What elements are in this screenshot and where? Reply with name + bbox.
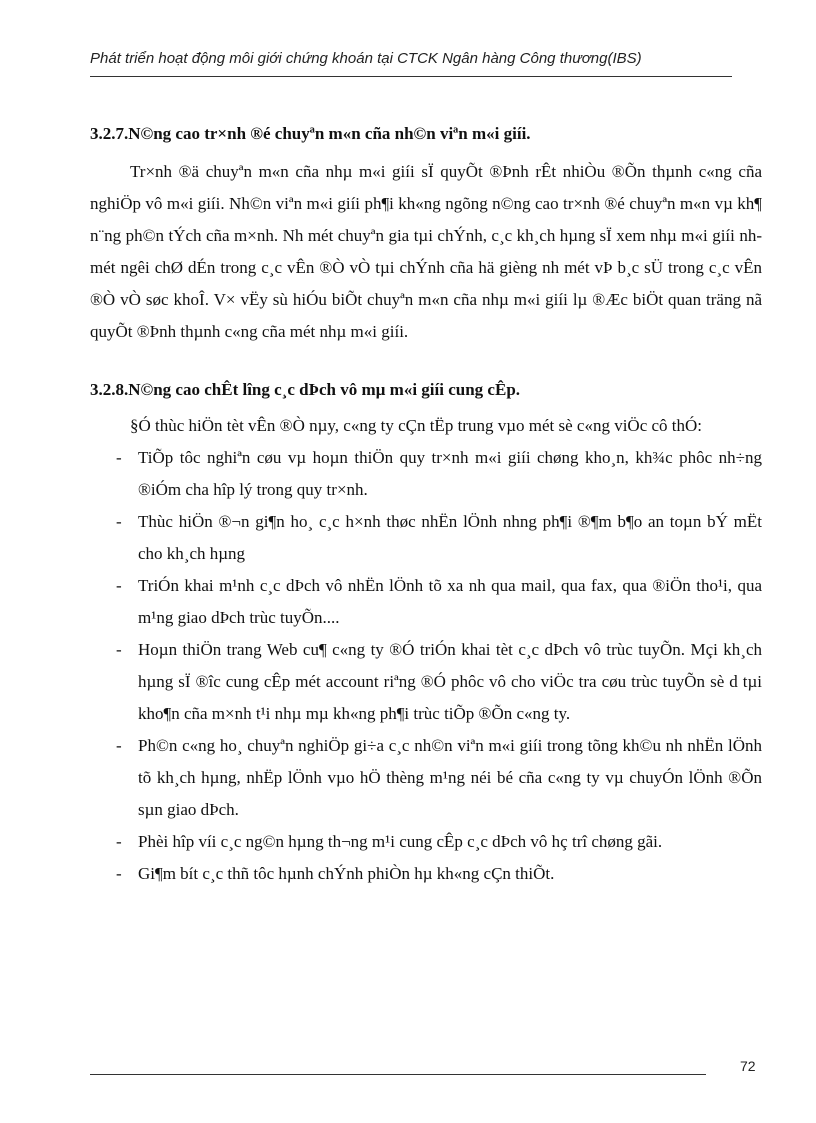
list-item-text: Phèi hîp víi c¸c ng©n hµng th¬ng m¹i cung cÊp c¸c dÞch vô hç trî chøng gãi.	[138, 832, 663, 851]
list-item	[90, 730, 762, 826]
list-item	[90, 570, 762, 634]
bullet-dash: -	[116, 864, 122, 883]
list-item-text: Hoµn thiÖn trang Web cu¶ c«ng ty ®Ó triÓn khai tèt c¸c dÞch vô trùc tuyÕn. Mçi kh¸ch hµng sÏ ®îc cung cÊp mét account riªng ®Ó phôc vô cho viÖc tra cøu trùc tuyÕn sè d tµi kho¶n cña m×nh t¹i nhµ mµ kh«ng ph¶i trùc tiÕp ®Õn c«ng ty.	[138, 640, 762, 723]
bullet-dash: -	[116, 832, 122, 851]
section-paragraph: Tr×nh ®ä chuyªn m«n cña nhµ m«i giíi sÏ quyÕt ®Þnh rÊt nhiÒu ®Õn thµnh c«ng cña nghiÖp vô m«i giíi. Nh©n viªn m«i giíi ph¶i kh«ng ngõng n©ng cao tr×nh ®é chuyªn m«n vµ kh¶ n¨ng ph©n tÝch cña m×nh. Nh mét chuyªn gia tµi chÝnh, c¸c kh¸ch hµng sÏ xem nhµ m«i giíi nh mét ngêi chØ dÉn trong c¸c vÊn ®Ò vÒ tµi chÝnh cña hä gièng nh mét vÞ b¸c sÜ trong c¸c vÊn ®Ò vÒ søc khoÎ. V× vËy sù hiÓu biÕt chuyªn m«n cña nhµ m«i giíi lµ ®Æc biÖt quan träng nã quyÕt ®Þnh thµnh c«ng cña mét nhµ m«i giíi.	[90, 162, 762, 341]
bullet-dash: -	[116, 640, 122, 659]
list-item-text: TiÕp tôc nghiªn cøu vµ hoµn thiÖn quy tr×nh m«i giíi chøng kho¸n, kh¾c phôc nh÷ng ®iÓm cha hîp lý trong quy tr×nh.	[138, 448, 762, 499]
bullet-dash: -	[116, 576, 122, 595]
footer-divider	[90, 1074, 706, 1075]
list-item	[90, 858, 762, 890]
bullet-dash: -	[116, 512, 122, 531]
section-heading-3-2-8: 3.2.8.N©ng cao chÊt lîng c¸c dÞch vô mµ m«i giíi cung cÊp.	[90, 380, 521, 399]
header-divider	[90, 76, 732, 77]
list-item-text: Gi¶m bít c¸c thñ tôc hµnh chÝnh phiÒn hµ kh«ng cÇn thiÕt.	[138, 864, 555, 883]
running-header: Phát triển hoạt động môi giới chứng khoán tại CTCK Ngân hàng Công thương(IBS)	[90, 50, 642, 67]
bullet-dash: -	[116, 448, 122, 467]
page-body	[90, 122, 762, 890]
bullet-dash: -	[116, 736, 122, 755]
list-item	[90, 826, 762, 858]
section-intro: §Ó thùc hiÖn tèt vÊn ®Ò nµy, c«ng ty cÇn tËp trung vµo mét sè c«ng viÖc cô thÓ:	[130, 416, 703, 435]
bullet-list	[90, 442, 762, 890]
list-item	[90, 634, 762, 730]
list-item-text: Ph©n c«ng ho¸ chuyªn nghiÖp gi÷a c¸c nh©n viªn m«i giíi trong tõng kh©u nh nhËn lÖnh tõ kh¸ch hµng, nhËp lÖnh vµo hÖ thèng m¹ng néi bé cña c«ng ty vµ chuyÓn lÖnh ®Õn sµn giao dÞch.	[138, 736, 762, 819]
list-item	[90, 442, 762, 506]
list-item	[90, 506, 762, 570]
page-number: 72	[740, 1058, 756, 1074]
list-item-text: Thùc hiÖn ®¬n gi¶n ho¸ c¸c h×nh thøc nhËn lÖnh nhng ph¶i ®¶m b¶o an toµn bÝ mËt cho kh¸ch hµng	[138, 512, 762, 563]
section-heading-3-2-7: 3.2.7.N©ng cao tr×nh ®é chuyªn m«n cña nh©n viªn m«i giíi.	[90, 124, 531, 143]
list-item-text: TriÓn khai m¹nh c¸c dÞch vô nhËn lÖnh tõ xa nh qua mail, qua fax, qua ®iÖn tho¹i, qua m¹ng giao dÞch trùc tuyÕn....	[138, 576, 762, 627]
